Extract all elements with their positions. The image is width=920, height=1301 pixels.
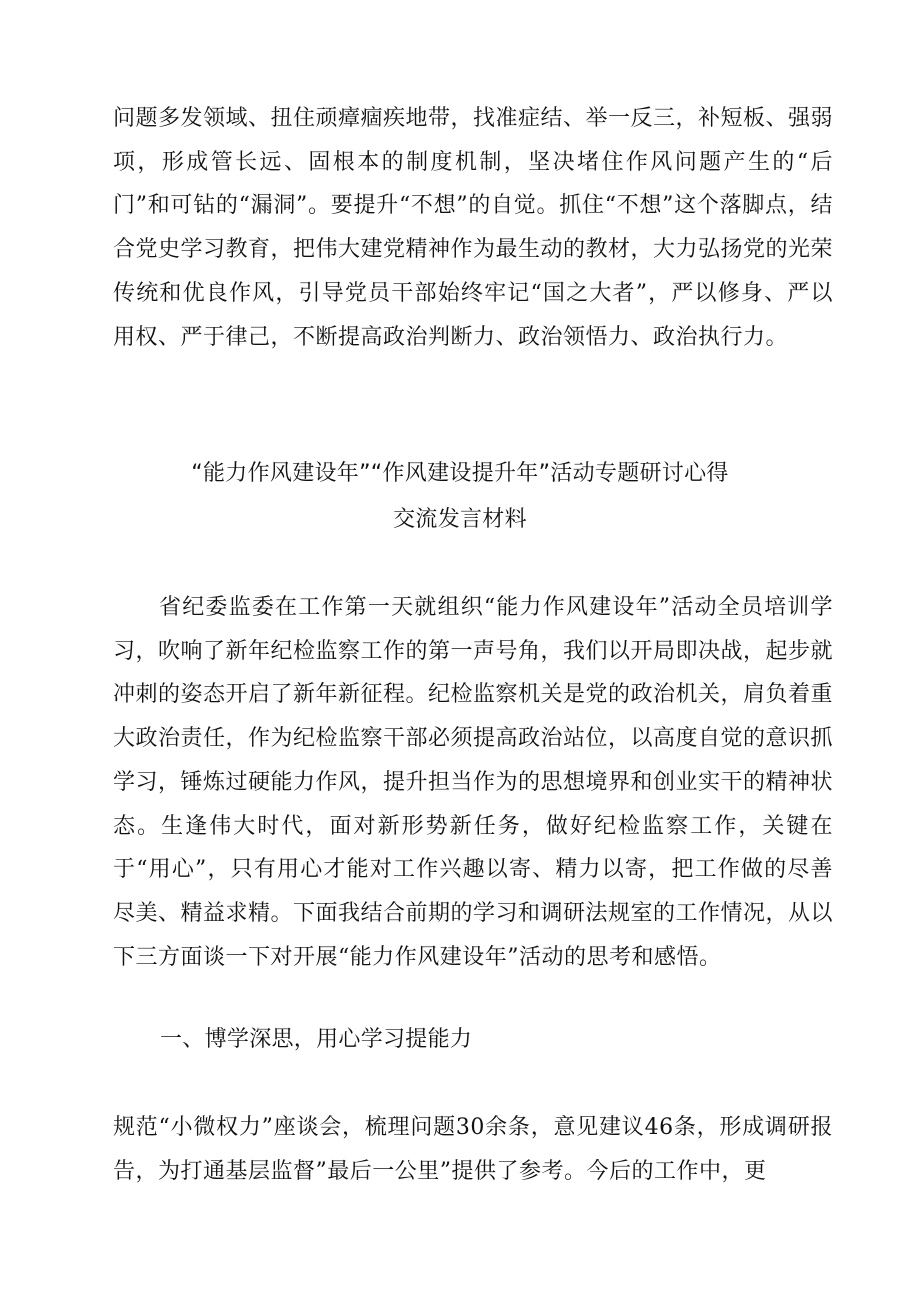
body-paragraph-intro: 省纪委监委在工作第一天就组织“能力作风建设年”活动全员培训学习，吹响了新年纪检监察工作的第一声号角，我们以开局即决战，起步就冲刺的姿态开启了新年新征程。纪检监察机关是党的政治机关，肩负着重大政治责任，作为纪检监察干部必须提高政治站位，以高度自觉的意识抓学习，锤炼过硬能力作风，提升担当作为的思想境界和创业实干的精神状态。生逢伟大时代，面对新形势新任务，做好纪检监察工作，关键在于“用心”，只有用心才能对工作兴趣以寄、精力以寄，把工作做的尽善尽美、精益求精。下面我结合前期的学习和调研法规室的工作情况，从以下三方面谈一下对开展“能力作风建设年”活动的思考和感悟。	[113, 595, 834, 970]
body-paragraph-partial: 规范“小微权力”座谈会，梳理问题30余条，意见建议46条，形成调研报告，为打通基层监督”最后一公里”提供了参考。今后的工作中，更	[113, 1115, 833, 1184]
article-title-line-2: 交流发言材料	[393, 507, 527, 532]
body-paragraph-continued: 问题多发领域、扭住顽瘴痼疾地带，找准症结、举一反三，补短板、强弱项，形成管长远、固根本的制度机制，坚决堵住作风问题产生的“后门”和可钻的“漏洞”。要提升“不想”的自觉。抓住“不想”这个落脚点，结合党史学习教育，把伟大建党精神作为最生动的教材，大力弘扬党的光荣传统和优良作风，引导党员干部始终牢记“国之大者”，严以修身、严以用权、严于律己，不断提高政治判断力、政治领悟力、政治执行力。	[113, 106, 834, 350]
article-title: “能力作风建设年”“作风建设提升年”活动专题研讨心得	[191, 461, 729, 486]
section-heading: 一、博学深思，用心学习提能力	[160, 1027, 473, 1052]
